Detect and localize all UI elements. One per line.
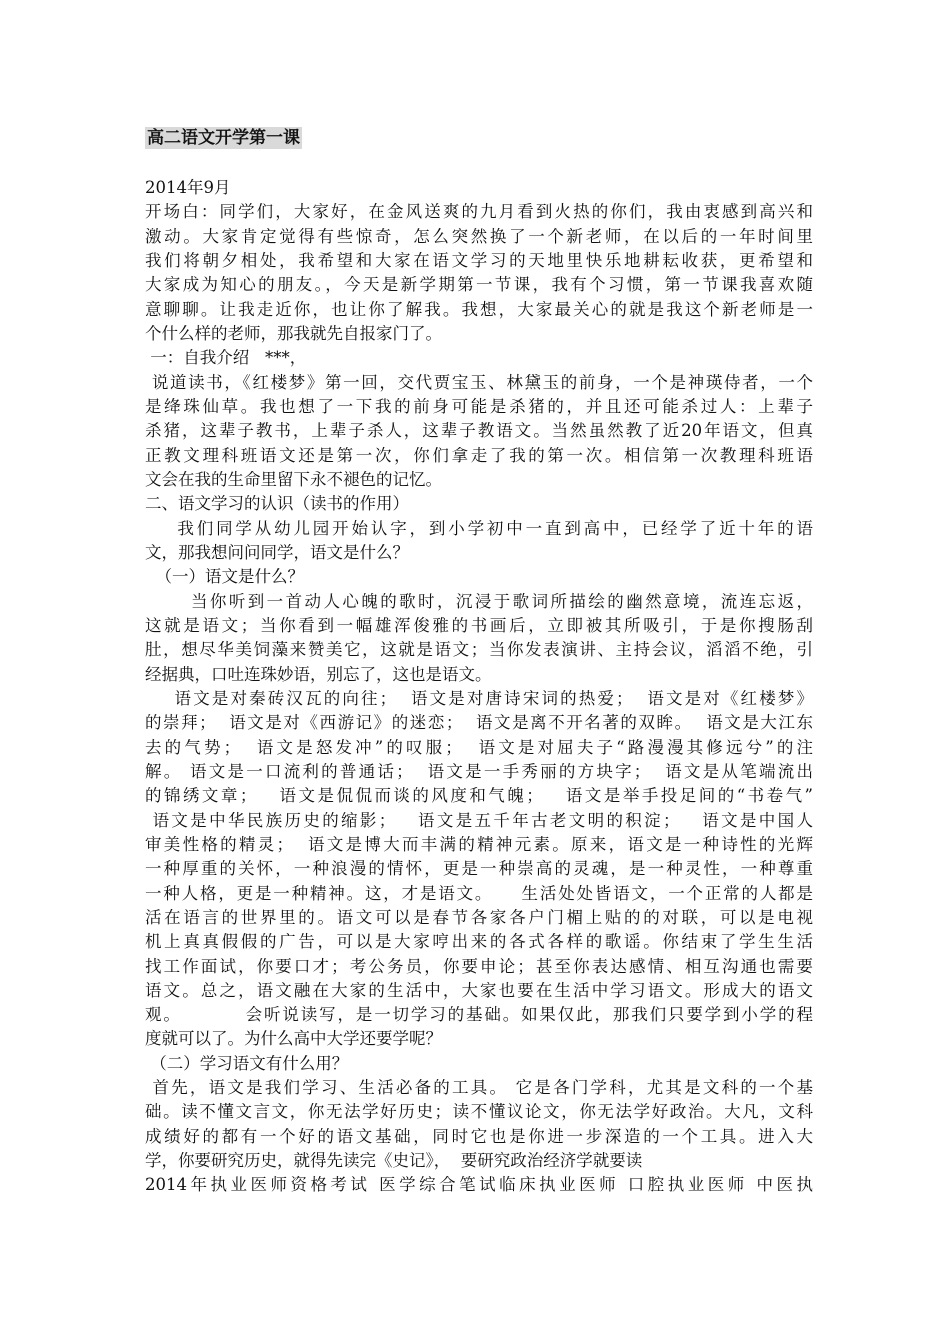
text-line: 当你听到一首动人心魄的歌时，沉浸于歌词所描绘的幽然意境，流连忘返， <box>145 591 813 611</box>
text-line: （一）语文是什么？ <box>145 567 304 587</box>
text-line: （二）学习语文有什么用？ <box>145 1053 349 1073</box>
text-line: 正教文理科班语文还是第一次，你们拿走了我的第一次。相信第一次教理科班语 <box>145 445 813 465</box>
text-line: 语文是对秦砖汉瓦的向往； 语文是对唐诗宋词的热爱； 语文是对《红楼梦》 <box>145 688 813 708</box>
text-line: 2014年9月 <box>145 178 231 197</box>
text-line: 开场白：同学们，大家好，在金风送爽的九月看到火热的你们，我由衷感到高兴和 <box>145 202 813 222</box>
text-line: 机上真真假假的广告，可以是大家哼出来的各式各样的歌谣。你结束了学生生活 <box>145 932 813 952</box>
text-line: 杀猪，这辈子教书，上辈子杀人，这辈子教语文。当然虽然教了近20年语文，但真 <box>145 421 813 441</box>
document-title: 高二语文开学第一课 <box>147 128 300 148</box>
text-line: 一种厚重的关怀，一种浪漫的情怀，更是一种崇高的灵魂，是一种灵性，一种尊重 <box>145 859 813 879</box>
text-line: 解。 语文是一口流利的普通话； 语文是一手秀丽的方块字； 语文是从笔端流出 <box>145 761 813 781</box>
text-line: 经据典，口吐连珠妙语，别忘了，这也是语文。 <box>145 664 492 684</box>
text-line: 语文。总之，语文融在大家的生活中，大家也要在生活中学习语文。形成大的语文 <box>145 980 813 1000</box>
text-line: 肚，想尽华美饲藻来赞美它，这就是语文；当你发表演讲、主持会议，滔滔不绝，引 <box>145 640 813 660</box>
text-line: 文会在我的生命里留下永不褪色的记忆。 <box>145 469 442 489</box>
document-body <box>145 176 813 1198</box>
text-line: 学，你要研究历史，就得先读完《史记》， 要研究政治经济学就要读 <box>145 1151 643 1171</box>
text-line: 是绛珠仙草。我也想了一下我的前身可能是杀猪的，并且还可能杀过人：上辈子 <box>145 396 813 416</box>
text-line: 个什么样的老师，那我就先自报家门了。 <box>145 323 442 343</box>
text-line: 2014年执业医师资格考试 医学综合笔试临床执业医师 口腔执业医师 中医执 <box>145 1175 813 1195</box>
text-line: 我们将朝夕相处，我希望和大家在语文学习的天地里快乐地耕耘收获，更希望和 <box>145 250 813 270</box>
text-line: 语文是中华民族历史的缩影； 语文是五千年古老文明的积淀； 语文是中国人 <box>145 810 813 830</box>
text-line: 文，那我想问问同学，语文是什么？ <box>145 542 409 562</box>
text-line: 找工作面试，你要口才；考公务员，你要申论；甚至你表达感情、相互沟通也需要 <box>145 956 813 976</box>
text-line: 础。读不懂文言文，你无法学好历史；读不懂议论文，你无法学好政治。大凡，文科 <box>145 1102 813 1122</box>
text-line: 去的气势； 语文是怒发冲”的叹服； 语文是对屈夫子“路漫漫其修远兮”的注 <box>145 737 813 757</box>
text-line: 我们同学从幼儿园开始认字，到小学初中一直到高中，已经学了近十年的语 <box>145 518 813 538</box>
text-line: 首先，语文是我们学习、生活必备的工具。 它是各门学科，尤其是文科的一个基 <box>145 1078 813 1098</box>
text-line: 度就可以了。为什么高中大学还要学呢？ <box>145 1029 442 1049</box>
text-line: 说道读书，《红楼梦》第一回，交代贾宝玉、林黛玉的前身，一个是神瑛侍者，一个 <box>145 372 813 392</box>
text-line: 意聊聊。让我走近你，也让你了解我。我想，大家最关心的就是我这个新老师是一 <box>145 299 813 319</box>
text-line: 观。 会听说读写，是一切学习的基础。如果仅此，那我们只要学到小学的程 <box>145 1005 813 1025</box>
text-line: 审美性格的精灵； 语文是博大而丰满的精神元素。原来，语文是一种诗性的光辉 <box>145 834 813 854</box>
text-line: 活在语言的世界里的。语文可以是春节各家各户门楣上贴的的对联，可以是电视 <box>145 907 813 927</box>
text-line: 的崇拜； 语文是对《西游记》的迷恋； 语文是离不开名著的双眸。 语文是大江东 <box>145 713 813 733</box>
text-line: 一种人格，更是一种精神。这，才是语文。 生活处处皆语文，一个正常的人都是 <box>145 883 813 903</box>
text-line: 成绩好的都有一个好的语文基础，同时它也是你进一步深造的一个工具。进入大 <box>145 1126 813 1146</box>
text-line: 的锦绣文章； 语文是侃侃而谈的风度和气魄； 语文是举手投足间的“书卷气” <box>145 786 813 806</box>
text-line: 二、语文学习的认识（读书的作用） <box>145 494 409 514</box>
text-line: 激动。大家肯定觉得有些惊奇，怎么突然换了一个新老师，在以后的一年时间里 <box>145 226 813 246</box>
text-line: 这就是语文；当你看到一幅雄浑俊雅的书画后，立即被其所吸引，于是你搜肠刮 <box>145 615 813 635</box>
text-line: 大家成为知心的朋友。，今天是新学期第一节课，我有个习惯，第一节课我喜欢随 <box>145 275 813 295</box>
text-line: 一：自我介绍 ***， <box>145 348 307 368</box>
